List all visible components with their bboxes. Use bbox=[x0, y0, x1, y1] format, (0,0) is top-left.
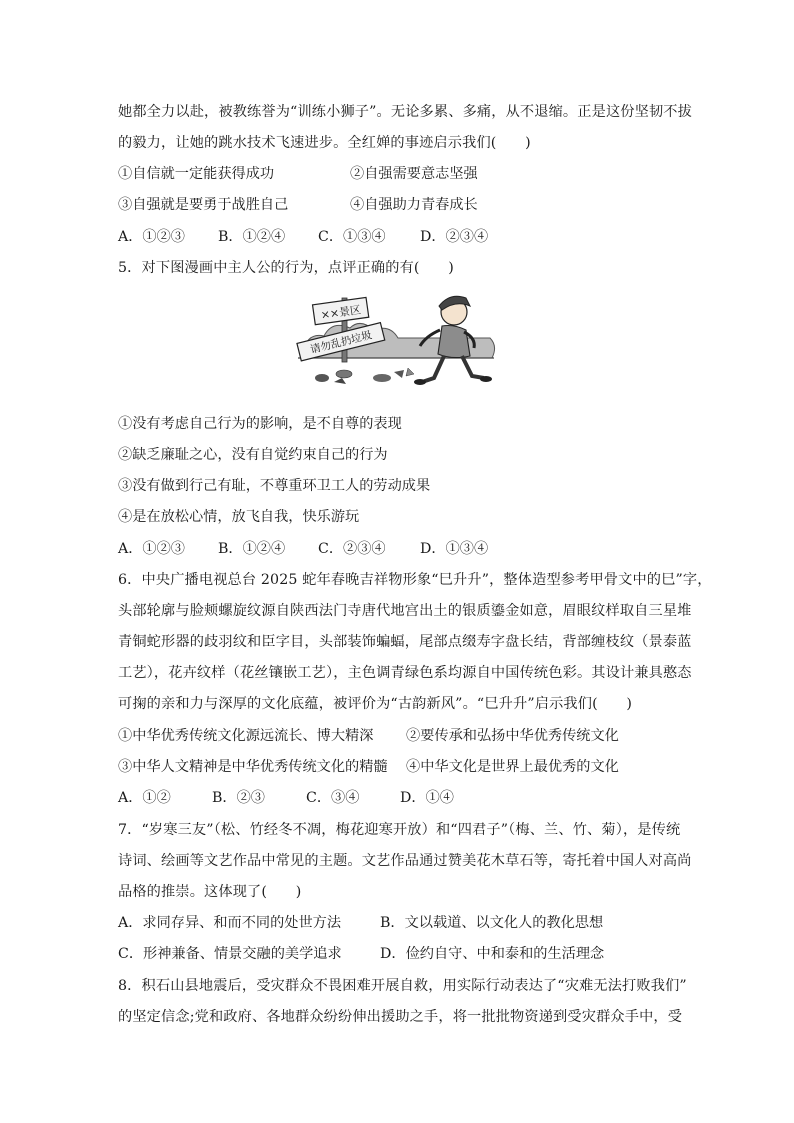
q7-option-c[interactable]: C．形神兼备、情景交融的美学追求 bbox=[118, 946, 342, 962]
q4-line-2: 的毅力，让她的跳水技术飞速进步。全红婵的事迹启示我们( ) bbox=[118, 135, 531, 151]
q8-line-2: 的坚定信念;党和政府、各地群众纷纷伸出援助之手，将一批批物资递到受灾群众手中，受 bbox=[118, 1009, 683, 1025]
q5-option-c[interactable]: C．②③④ bbox=[318, 541, 386, 557]
q6-option-d[interactable]: D．①④ bbox=[400, 790, 454, 806]
q4-option-c[interactable]: C．①③④ bbox=[318, 229, 386, 245]
q8-line-1: 8．积石山县地震后，受灾群众不畏困难开展自救，用实际行动表达了“灾难无法打败我们” bbox=[118, 978, 687, 994]
q7-line-2: 诗词、绘画等文艺作品中常见的主题。文艺作品通过赞美花木草石等，寄托着中国人对高尚 bbox=[118, 853, 692, 869]
q6-line-4: 工艺），花卉纹样（花丝镶嵌工艺），主色调青绿色系均源自中国传统色彩。其设计兼具憨态 bbox=[118, 665, 692, 681]
q4-line-1: 她都全力以赴，被教练誉为“训练小狮子”。无论多累、多痛，从不退缩。正是这份坚韧不拔 bbox=[118, 104, 692, 120]
sign-bottom-text: 请勿乱扔垃圾 bbox=[309, 329, 374, 357]
q5-statement-4: ④是在放松心情，放飞自我，快乐游玩 bbox=[118, 509, 360, 525]
q5-option-d[interactable]: D．①③④ bbox=[420, 541, 489, 557]
q4-statement-3: ③自强就是要勇于战胜自己 bbox=[118, 197, 289, 213]
q5-stem: 5．对下图漫画中主人公的行为，点评正确的有( ) bbox=[118, 260, 454, 276]
q6-line-2: 头部轮廓与脸颊螺旋纹源自陕西法门寺唐代地宫出土的银质鎏金如意，眉眼纹样取自三星堆 bbox=[118, 603, 692, 619]
q6-option-b[interactable]: B．②③ bbox=[212, 790, 265, 806]
q4-option-d[interactable]: D．②③④ bbox=[420, 229, 489, 245]
q7-line-3: 品格的推崇。这体现了( ) bbox=[118, 884, 302, 900]
q4-option-a[interactable]: A．①②③ bbox=[118, 229, 185, 245]
q6-line-3: 青铜蛇形器的歧羽纹和臣字目，头部装饰蝙蝠，尾部点缀寿字盘长结，背部缠枝纹（景泰蓝 bbox=[118, 634, 692, 650]
q5-statement-3: ③没有做到行己有耻，不尊重环卫工人的劳动成果 bbox=[118, 478, 431, 494]
cartoon-litterer-image bbox=[294, 290, 500, 390]
q7-line-1: 7．“岁寒三友”（松、竹经冬不凋，梅花迎寒开放）和“四君子”（梅、兰、竹、菊），是传统 bbox=[118, 822, 681, 838]
q4-statement-2: ②自强需要意志坚强 bbox=[350, 166, 478, 182]
sign-top-text: ××景区 bbox=[319, 303, 362, 322]
q5-statement-1: ①没有考虑自己行为的影响，是不自尊的表现 bbox=[118, 416, 402, 432]
q6-option-a[interactable]: A．①② bbox=[118, 790, 171, 806]
q4-option-b[interactable]: B．①②④ bbox=[218, 229, 286, 245]
q5-option-a[interactable]: A．①②③ bbox=[118, 541, 185, 557]
q6-line-1: 6．中央广播电视总台 2025 蛇年春晚吉祥物形象“巳升升”，整体造型参考甲骨文中的巳”字， bbox=[118, 572, 712, 588]
q6-statement-4: ④中华文化是世界上最优秀的文化 bbox=[406, 759, 619, 775]
q7-option-d[interactable]: D．俭约自守、中和泰和的生活理念 bbox=[380, 946, 605, 962]
q7-option-a[interactable]: A．求同存异、和而不同的处世方法 bbox=[118, 915, 342, 931]
q4-statement-1: ①自信就一定能获得成功 bbox=[118, 166, 275, 182]
q6-line-5: 可掬的亲和力与深厚的文化底蕴，被评价为“古韵新风”。“巳升升”启示我们( ) bbox=[118, 696, 633, 712]
q6-option-c[interactable]: C．③④ bbox=[306, 790, 360, 806]
q5-statement-2: ②缺乏廉耻之心，没有自觉约束自己的行为 bbox=[118, 447, 388, 463]
q6-statement-2: ②要传承和弘扬中华优秀传统文化 bbox=[406, 728, 619, 744]
q6-statement-3: ③中华人文精神是中华优秀传统文化的精髓 bbox=[118, 759, 388, 775]
q5-option-b[interactable]: B．①②④ bbox=[218, 541, 286, 557]
q7-option-b[interactable]: B．文以载道、以文化人的教化思想 bbox=[380, 915, 604, 931]
q6-statement-1: ①中华优秀传统文化源远流长、博大精深 bbox=[118, 728, 374, 744]
q4-statement-4: ④自强助力青春成长 bbox=[350, 197, 478, 213]
